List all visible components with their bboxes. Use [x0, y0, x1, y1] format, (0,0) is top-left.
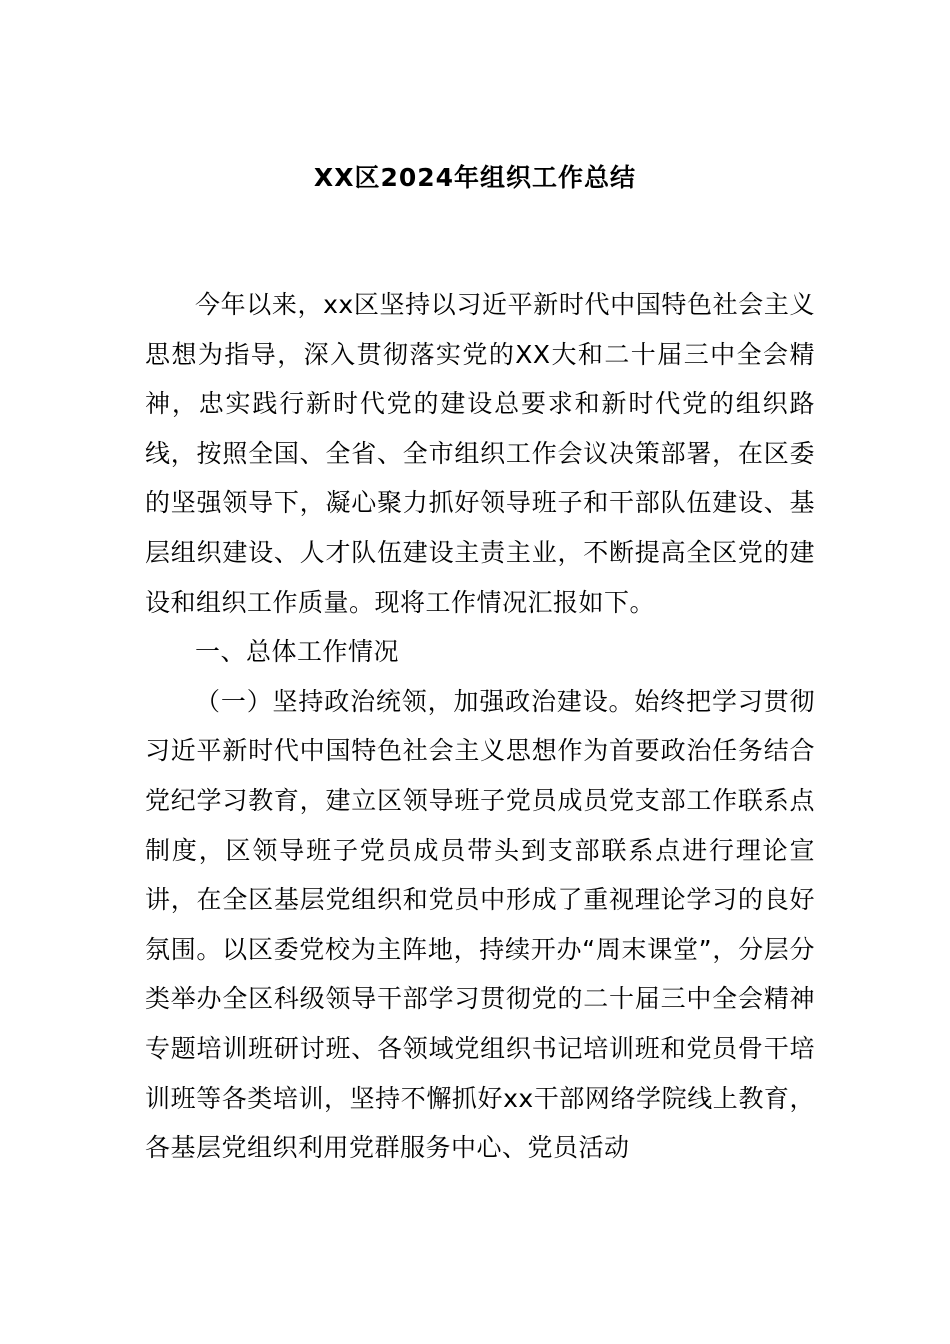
intro-paragraph: 今年以来，xx区坚持以习近平新时代中国特色社会主义思想为指导，深入贯彻落实党的XX大和二十届三中全会精神，忠实践行新时代党的建设总要求和新时代党的组织路线，按照全国、全省、全市组织工作会议决策部署，在区委的坚强领导下，凝心聚力抓好领导班子和干部队伍建设、基层组织建设、人才队伍建设主责主业，不断提高全区党的建设和组织工作质量。现将工作情况汇报如下。 — [145, 290, 815, 617]
document-body — [145, 280, 815, 1173]
section-heading: 一、总体工作情况 — [195, 637, 400, 667]
document-title: XX区2024年组织工作总结 — [313, 163, 637, 192]
section-paragraph: （一）坚持政治统领，加强政治建设。始终把学习贯彻习近平新时代中国特色社会主义思想作为首要政治任务结合党纪学习教育，建立区领导班子党员成员党支部工作联系点制度，区领导班子党员成员带头到支部联系点进行理论宣讲，在全区基层党组织和党员中形成了重视理论学习的良好氛围。以区委党校为主阵地，持续开办“周末课堂”，分层分类举办全区科级领导干部学习贯彻党的二十届三中全会精神专题培训班研讨班、各领域党组织书记培训班和党员骨干培训班等各类培训，坚持不懈抓好xx干部网络学院线上教育，各基层党组织利用党群服务中心、党员活动 — [145, 686, 815, 1163]
